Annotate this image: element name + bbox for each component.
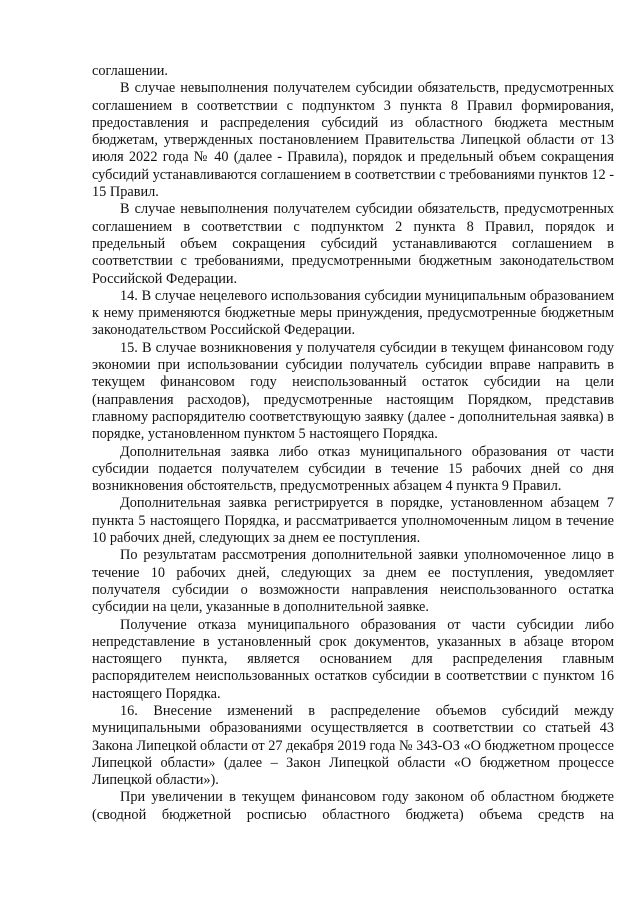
paragraph-item-16: 16. Внесение изменений в распределение объемов субсидий между муниципальными образованиями осуществляется в соответствии со статьей 43 Закона Липецкой области от 27 декабря 2019 года № 343-ОЗ «О бюджетном процессе Липецкой области» (далее – Закон Липецкой области «О бюджетном процессе Липецкой области»). xyxy=(92,702,614,789)
paragraph-subsidy-obligations-1: В случае невыполнения получателем субсидии обязательств, предусмотренных соглашением в соответствии с подпунктом 3 пункта 8 Правил формирования, предоставления и распределения субсидий из областного бюджета местным бюджетам, утвержденных постановлением Правительства Липецкой области от 13 июля 2022 года № 40 (далее - Правила), порядок и предельный объем сокращения субсидий устанавливаются соглашением в соответствии с требованиями пунктов 12 - 15 Правил. xyxy=(92,80,614,201)
paragraph-review-results: По результатам рассмотрения дополнительной заявки уполномоченное лицо в течение 10 рабочих дней, следующих за днем ее поступления, уведомляет получателя субсидии о возможности направления неиспользованного остатка субсидии на цели, указанные в дополнительной заявке. xyxy=(92,547,614,616)
paragraph-refusal: Получение отказа муниципального образования от части субсидии либо непредставление в установленный срок документов, указанных в абзаце втором настоящего пункта, является основанием для распределения главным распорядителем неиспользованных остатков субсидии в соответствии с пунктом 16 настоящего Порядка. xyxy=(92,616,614,702)
paragraph-continuation: соглашении. xyxy=(92,63,168,79)
paragraph-item-14: 14. В случае нецелевого использования субсидии муниципальным образованием к нему применяются бюджетные меры принуждения, предусмотренные бюджетным законодательством Российской Федерации. xyxy=(92,287,614,339)
paragraph-additional-request-registration: Дополнительная заявка регистрируется в порядке, установленном абзацем 7 пункта 5 настоящего Порядка, и рассматривается уполномоченным лицом в течение 10 рабочих дней, следующих за днем ее поступления. xyxy=(92,495,614,547)
paragraph-subsidy-obligations-2: В случае невыполнения получателем субсидии обязательств, предусмотренных соглашением в соответствии с подпунктом 2 пункта 8 Правил, порядок и предельный объем сокращения субсидий устанавливаются соглашением в соответствии с требованиями, предусмотренными бюджетным законодательством Российской Федерации. xyxy=(92,201,614,287)
paragraph-additional-request-submission: Дополнительная заявка либо отказ муниципального образования от части субсидии подается получателем субсидии в течение 15 рабочих дней со дня возникновения обстоятельств, предусмотренных абзацем 4 пункта 9 Правил. xyxy=(92,443,614,495)
paragraph-budget-increase: При увеличении в текущем финансовом году законом об областном бюджете (сводной бюджетной росписью областного бюджета) объема средств на xyxy=(92,789,614,823)
paragraph-item-15: 15. В случае возникновения у получателя субсидии в текущем финансовом году экономии при использовании субсидии получатель субсидии вправе направить в текущем финансовом году неиспользованный остаток субсидии на цели (направления расходов), предусмотренные настоящим Порядком, представив главному распорядителю соответствующую заявку (далее - дополнительная заявка) в порядке, установленном пунктом 5 настоящего Порядка. xyxy=(92,339,614,443)
document-page xyxy=(92,63,614,824)
